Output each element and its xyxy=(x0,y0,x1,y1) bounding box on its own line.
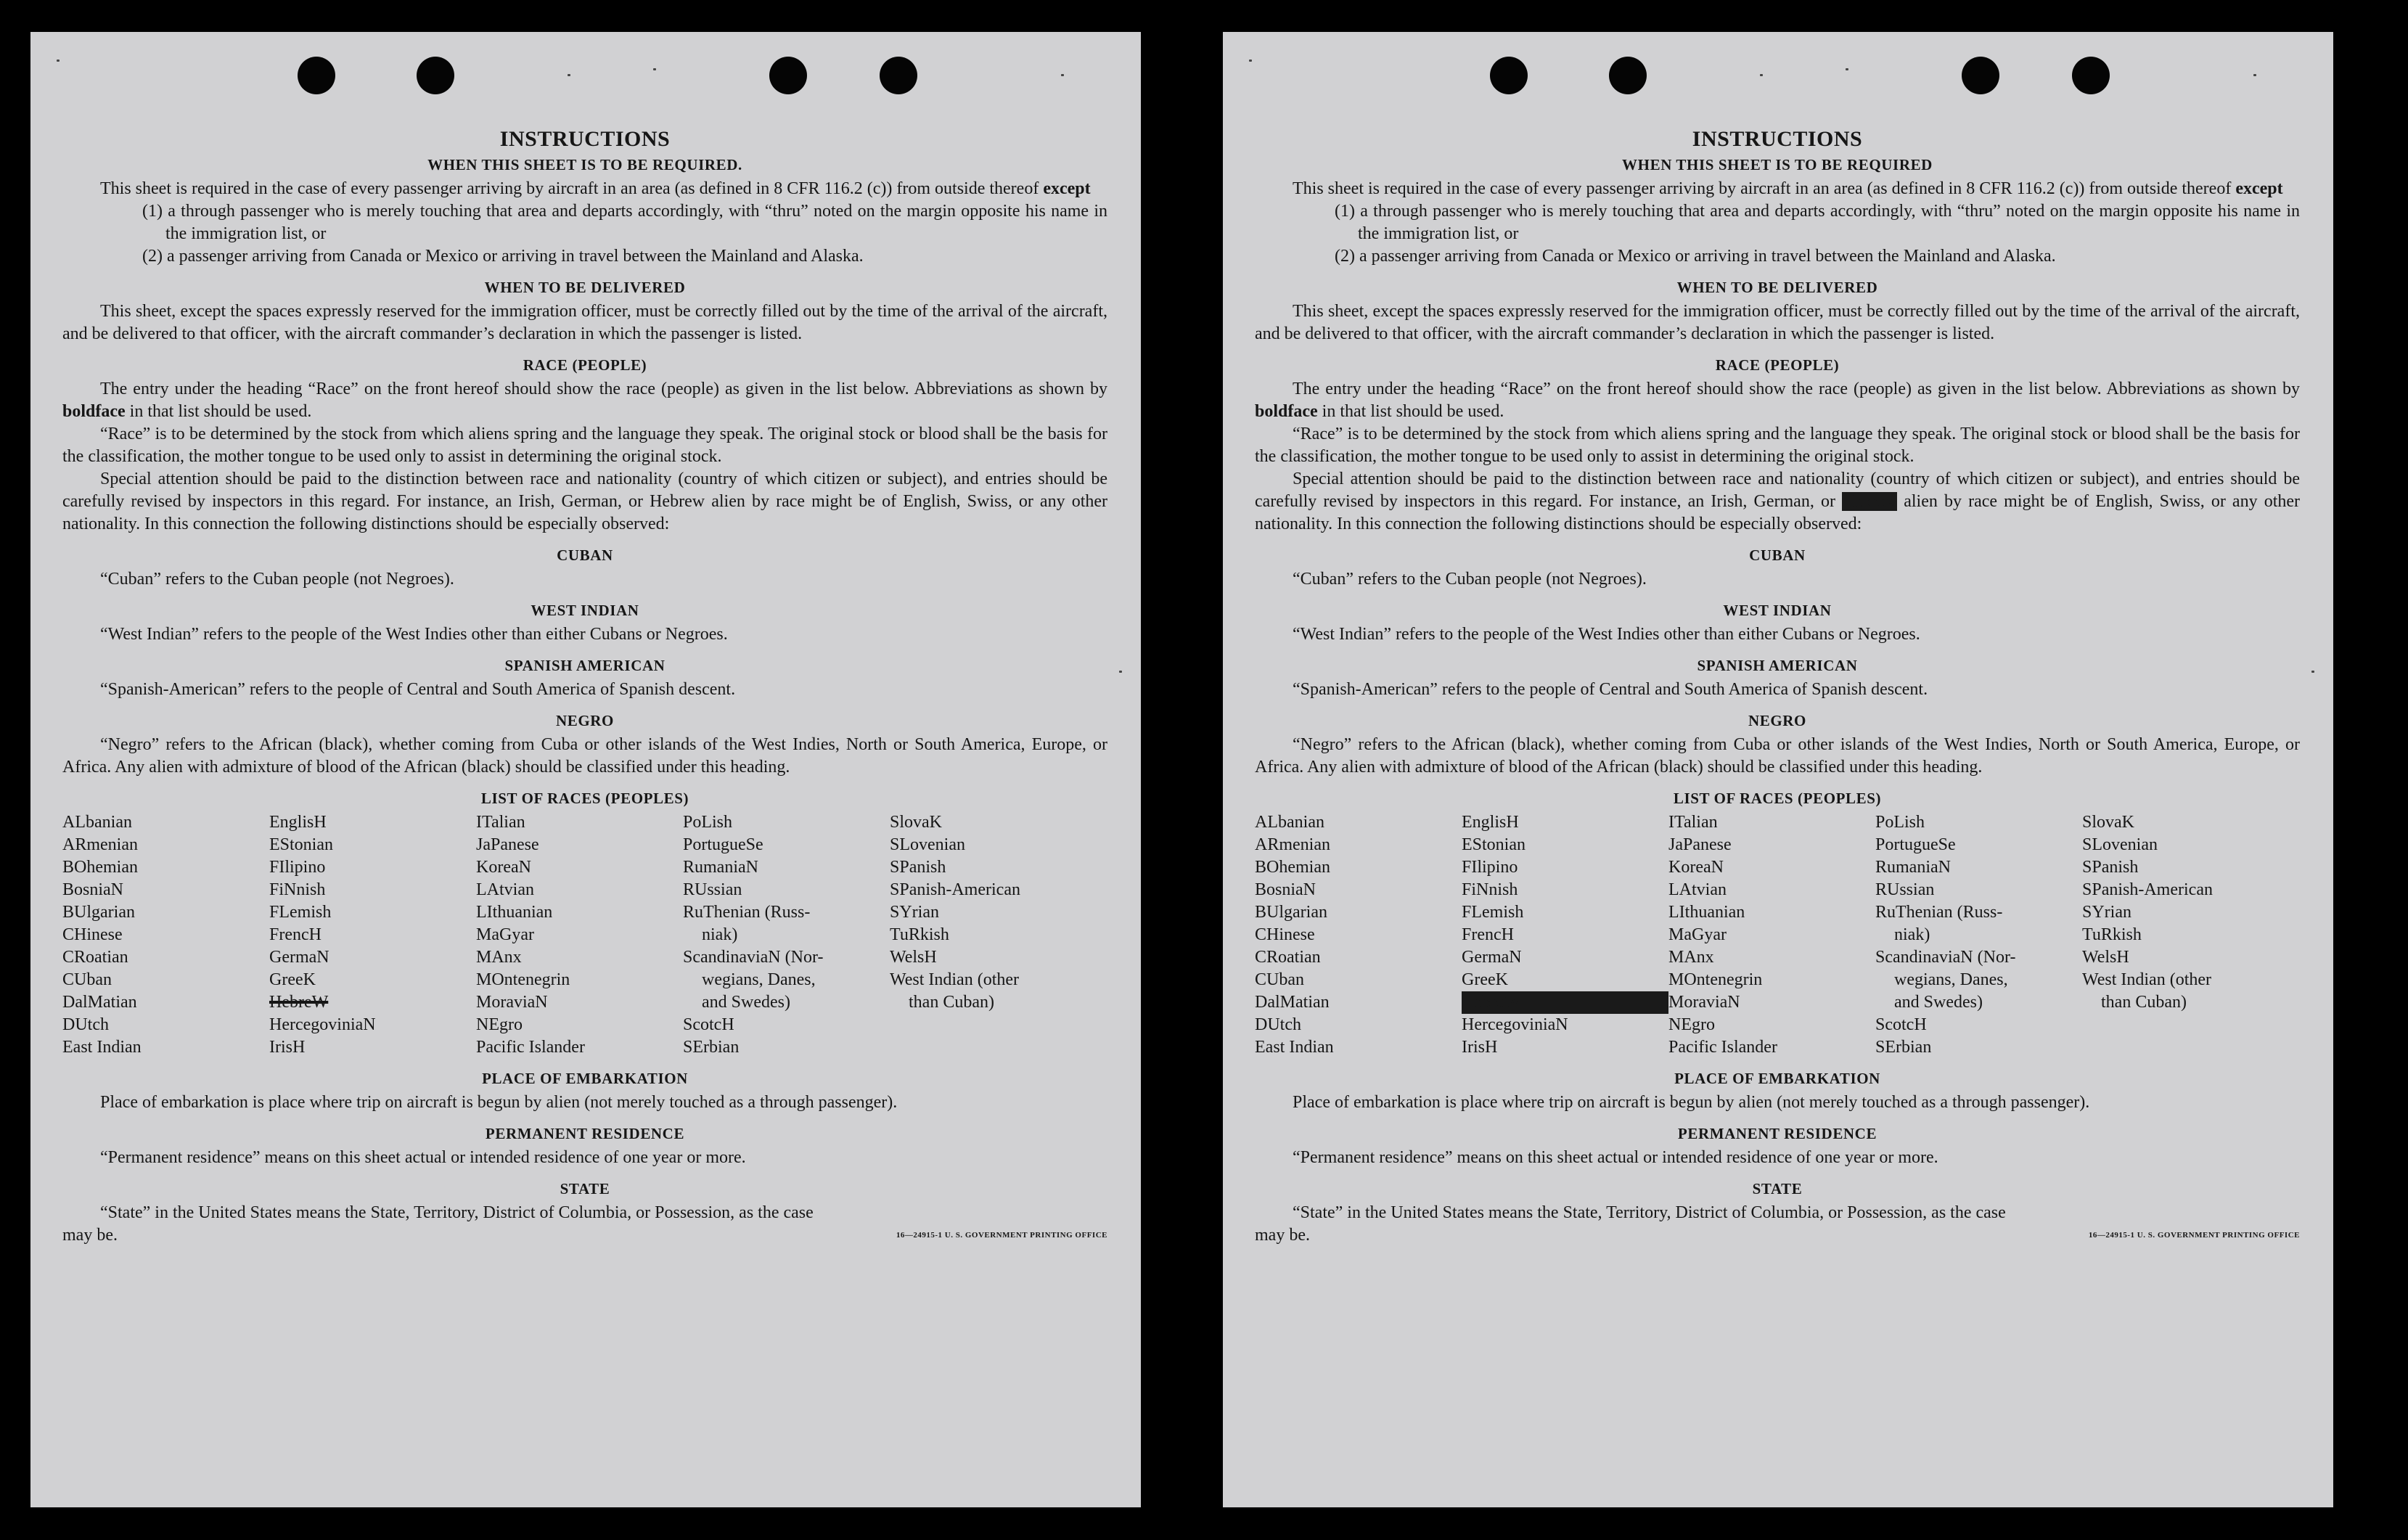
race-entry: MAnx xyxy=(1668,948,1714,967)
spanish-american-paragraph: “Spanish-American” refers to the people of Central and South America of Spanish descent. xyxy=(100,680,736,699)
race-entry: MoraviaN xyxy=(1668,993,1740,1012)
heading-embarkation: PLACE OF EMBARKATION xyxy=(482,1070,688,1087)
speck xyxy=(1760,74,1763,76)
race-column xyxy=(1668,811,1875,1059)
race-entry: EnglisH xyxy=(269,813,327,832)
delivered-paragraph: This sheet, except the spaces expressly reserved for the immigration officer, must be correctly filled out by the time of the arrival of the aircraft, and be delivered to that officer, with the aircraft commander’s declaration in which the passenger is listed. xyxy=(1255,302,2300,343)
race-entry: and Swedes) xyxy=(702,993,790,1012)
speck xyxy=(1846,68,1848,70)
printing-office-imprint: 16—24915-1 U. S. GOVERNMENT PRINTING OFFICE xyxy=(896,1231,1107,1240)
race-entry: ScandinaviaN (Nor- xyxy=(1875,948,2016,967)
race-entry: ARmenian xyxy=(62,835,138,854)
race-entry: Pacific Islander xyxy=(1668,1038,1777,1057)
state-paragraph-end xyxy=(1255,1224,2300,1247)
race-entry: FrencH xyxy=(269,925,322,944)
race-entry: NEgro xyxy=(1668,1015,1715,1034)
negro-paragraph: “Negro” refers to the African (black), whether coming from Cuba or other islands of the West Indies, North or South America, Europe, or Africa. Any alien with admixture of blood of the African (black) should be classified under this heading. xyxy=(62,735,1107,777)
race-entry: ITalian xyxy=(1668,813,1718,832)
race-entry: HebreW xyxy=(269,993,329,1012)
race-paragraph-1: The entry under the heading “Race” on the front hereof should show the race (people) as given in the list below. Abbreviations as shown by boldface in that list should be used. xyxy=(62,380,1107,421)
race-column xyxy=(1875,811,2082,1059)
race-entry: BOhemian xyxy=(62,858,138,877)
embarkation-paragraph: Place of embarkation is place where trip on aircraft is begun by alien (not merely touched as a through passenger). xyxy=(100,1093,898,1112)
race-entry: WelsH xyxy=(890,948,937,967)
race-entry: DalMatian xyxy=(1255,993,1330,1012)
race-entry: MAnx xyxy=(476,948,522,967)
race-entry: DUtch xyxy=(62,1015,109,1034)
race-entry: GreeK xyxy=(1462,970,1508,989)
race-entry: FiNnish xyxy=(269,880,326,899)
heading-west-indian: WEST INDIAN xyxy=(531,602,639,619)
race-entry: TuRkish xyxy=(890,925,949,944)
speck xyxy=(568,74,570,76)
heading-when-required: WHEN THIS SHEET IS TO BE REQUIRED xyxy=(1622,156,1933,173)
speck xyxy=(57,60,60,62)
race-entry: DalMatian xyxy=(62,993,137,1012)
race-entry: FIlipino xyxy=(1462,858,1518,877)
heading-state: STATE xyxy=(560,1180,610,1197)
race-entry: East Indian xyxy=(1255,1038,1334,1057)
race-entry: PortugueSe xyxy=(1875,835,1956,854)
race-entry: SPanish xyxy=(2082,858,2139,877)
exception-1: (1) a through passenger who is merely touching that area and departs accordingly, with “thru” noted on the margin opposite his name in the immigration list, or xyxy=(142,202,1107,243)
race-entry: LIthuanian xyxy=(476,903,553,922)
heading-negro: NEGRO xyxy=(555,712,614,729)
punch-hole xyxy=(769,57,807,94)
race-paragraph-1: The entry under the heading “Race” on the front hereof should show the race (people) as given in the list below. Abbreviations as shown by boldface in that list should be used. xyxy=(1255,380,2300,421)
heading-race: RACE (PEOPLE) xyxy=(1715,356,1840,374)
race-paragraph-2: “Race” is to be determined by the stock from which aliens spring and the language they speak. The original stock or blood shall be the basis for the classification, the mother tongue to be used only to assist in determining the original stock. xyxy=(62,425,1107,466)
requirement-paragraph: This sheet is required in the case of every passenger arriving by aircraft in an area (as defined in 8 CFR 116.2 (c)) from outside thereof except xyxy=(100,179,1091,198)
heading-permanent-residence: PERMANENT RESIDENCE xyxy=(1677,1125,1877,1142)
race-column xyxy=(269,811,476,1059)
heading-permanent-residence: PERMANENT RESIDENCE xyxy=(485,1125,685,1142)
state-paragraph-tail: may be. xyxy=(1255,1226,1310,1245)
race-entry: HercegoviniaN xyxy=(1462,1015,1568,1034)
race-column xyxy=(683,811,890,1059)
race-entry: IrisH xyxy=(269,1038,306,1057)
heading-spanish-american: SPANISH AMERICAN xyxy=(504,657,666,674)
race-entry: than Cuban) xyxy=(2101,993,2187,1012)
race-entry: ScotcH xyxy=(1875,1015,1927,1034)
west-indian-paragraph: “West Indian” refers to the people of the West Indies other than either Cubans or Negroes. xyxy=(100,625,728,644)
spanish-american-paragraph: “Spanish-American” refers to the people of Central and South America of Spanish descent. xyxy=(1293,680,1928,699)
race-entry: SlovaK xyxy=(890,813,942,832)
race-entry: PoLish xyxy=(1875,813,1925,832)
race-entry: East Indian xyxy=(62,1038,142,1057)
race-entry: KoreaN xyxy=(1668,858,1724,877)
heading-west-indian: WEST INDIAN xyxy=(1723,602,1832,619)
race-entry: RuThenian (Russ- xyxy=(683,903,811,922)
heading-list-of-races: LIST OF RACES (PEOPLES) xyxy=(1673,790,1882,807)
residence-paragraph: “Permanent residence” means on this sheet actual or intended residence of one year or more. xyxy=(1293,1148,1938,1167)
delivered-paragraph: This sheet, except the spaces expressly reserved for the immigration officer, must be correctly filled out by the time of the arrival of the aircraft, and be delivered to that officer, with the aircraft commander’s declaration in which the passenger is listed. xyxy=(62,302,1107,343)
race-entry: FLemish xyxy=(1462,903,1524,922)
race-entry: GreeK xyxy=(269,970,316,989)
punch-hole xyxy=(417,57,454,94)
race-entry: PortugueSe xyxy=(683,835,763,854)
race-paragraph-3: Special attention should be paid to the distinction between race and nationality (country of which citizen or subject), and entries should be carefully revised by inspectors in this regard. For instance, an Irish, German, or Hebrew alien by race might be of English, Swiss, or any other nationality. In this connection the following distinctions should be especially observed: xyxy=(1255,470,2301,533)
race-entry: ARmenian xyxy=(1255,835,1330,854)
race-entry: niak) xyxy=(702,925,738,944)
requirement-paragraph: This sheet is required in the case of every passenger arriving by aircraft in an area (as defined in 8 CFR 116.2 (c)) from outside thereof except xyxy=(1293,179,2283,198)
heading-when-delivered: WHEN TO BE DELIVERED xyxy=(484,279,686,296)
race-entry: RumaniaN xyxy=(683,858,758,877)
race-entry: MOntenegrin xyxy=(476,970,570,989)
heading-spanish-american: SPANISH AMERICAN xyxy=(1697,657,1858,674)
race-entry: MoraviaN xyxy=(476,993,548,1012)
race-entry: BosniaN xyxy=(1255,880,1316,899)
state-paragraph: “State” in the United States means the State, Territory, District of Columbia, or Possession, as the case xyxy=(100,1203,814,1222)
race-entry: CHinese xyxy=(62,925,123,944)
race-entry: ScotcH xyxy=(683,1015,734,1034)
race-entry: BUlgarian xyxy=(1255,903,1327,922)
state-paragraph: “State” in the United States means the State, Territory, District of Columbia, or Possession, as the case xyxy=(1293,1203,2006,1222)
race-entry: SlovaK xyxy=(2082,813,2134,832)
race-entry: SErbian xyxy=(1875,1038,1932,1057)
race-column xyxy=(476,811,683,1059)
race-entry: TuRkish xyxy=(2082,925,2142,944)
heading-cuban: CUBAN xyxy=(1749,546,1806,564)
race-entry: GermaN xyxy=(269,948,329,967)
race-entry: DUtch xyxy=(1255,1015,1301,1034)
race-entry: EStonian xyxy=(1462,835,1526,854)
race-entry: SLovenian xyxy=(2082,835,2158,854)
embarkation-paragraph: Place of embarkation is place where trip on aircraft is begun by alien (not merely touched as a through passenger). xyxy=(1293,1093,2090,1112)
race-entry: MOntenegrin xyxy=(1668,970,1763,989)
race-entry: BOhemian xyxy=(1255,858,1330,877)
race-entry: SLovenian xyxy=(890,835,965,854)
race-entry: than Cuban) xyxy=(909,993,994,1012)
race-entry: PoLish xyxy=(683,813,733,832)
exception-2: (2) a passenger arriving from Canada or Mexico or arriving in travel between the Mainland and Alaska. xyxy=(1335,247,2056,266)
heading-negro: NEGRO xyxy=(1748,712,1806,729)
speck xyxy=(1061,74,1064,76)
heading-state: STATE xyxy=(1752,1180,1803,1197)
race-entry: IrisH xyxy=(1462,1038,1498,1057)
race-entry: CRoatian xyxy=(1255,948,1321,967)
cuban-paragraph: “Cuban” refers to the Cuban people (not Negroes). xyxy=(1293,570,1647,589)
punch-hole xyxy=(1490,57,1528,94)
race-entry: RumaniaN xyxy=(1875,858,1951,877)
race-entry: EnglisH xyxy=(1462,813,1519,832)
state-paragraph-tail: may be. xyxy=(62,1226,118,1245)
residence-paragraph: “Permanent residence” means on this sheet actual or intended residence of one year or more. xyxy=(100,1148,746,1167)
speck xyxy=(2311,671,2314,673)
race-entry: HercegoviniaN xyxy=(269,1015,376,1034)
race-entry: FrencH xyxy=(1462,925,1514,944)
race-entry: JaPanese xyxy=(476,835,539,854)
heading-cuban: CUBAN xyxy=(557,546,613,564)
document-title: INSTRUCTIONS xyxy=(499,127,671,151)
race-entry: LAtvian xyxy=(476,880,534,899)
race-entry: CHinese xyxy=(1255,925,1315,944)
heading-list-of-races: LIST OF RACES (PEOPLES) xyxy=(480,790,689,807)
race-entry: SPanish xyxy=(890,858,946,877)
punch-hole xyxy=(1962,57,1999,94)
race-column xyxy=(890,811,1107,1059)
race-entry: FIlipino xyxy=(269,858,326,877)
race-entry: SPanish-American xyxy=(2082,880,2213,899)
race-list xyxy=(62,811,1107,1059)
race-column xyxy=(62,811,269,1059)
race-entry: SYrian xyxy=(890,903,939,922)
race-entry: ALbanian xyxy=(1255,813,1324,832)
speck xyxy=(2253,74,2256,76)
exception-2: (2) a passenger arriving from Canada or Mexico or arriving in travel between the Mainland and Alaska. xyxy=(142,247,864,266)
race-entry: RUssian xyxy=(1875,880,1935,899)
race-entry: West Indian (other xyxy=(2082,970,2212,989)
exception-1: (1) a through passenger who is merely touching that area and departs accordingly, with “thru” noted on the margin opposite his name in the immigration list, or xyxy=(1335,202,2300,243)
hebrew-word: Hebrew xyxy=(650,492,705,511)
race-entry: West Indian (other xyxy=(890,970,1020,989)
race-entry: HebreW xyxy=(1462,991,1668,1014)
printing-office-imprint: 16—24915-1 U. S. GOVERNMENT PRINTING OFFICE xyxy=(2088,1231,2300,1240)
document-title: INSTRUCTIONS xyxy=(1692,127,1863,151)
heading-embarkation: PLACE OF EMBARKATION xyxy=(1674,1070,1880,1087)
race-entry: ScandinaviaN (Nor- xyxy=(683,948,824,967)
heading-when-required: WHEN THIS SHEET IS TO BE REQUIRED. xyxy=(427,156,742,173)
race-entry: LIthuanian xyxy=(1668,903,1745,922)
speck xyxy=(653,68,656,70)
race-entry: CRoatian xyxy=(62,948,128,967)
cuban-paragraph: “Cuban” refers to the Cuban people (not Negroes). xyxy=(100,570,454,589)
race-entry: Pacific Islander xyxy=(476,1038,585,1057)
state-paragraph-end xyxy=(62,1224,1107,1247)
race-entry: FiNnish xyxy=(1462,880,1518,899)
race-paragraph-2: “Race” is to be determined by the stock from which aliens spring and the language they speak. The original stock or blood shall be the basis for the classification, the mother tongue to be used only to assist in determining the original stock. xyxy=(1255,425,2300,466)
race-entry: SErbian xyxy=(683,1038,740,1057)
race-entry: MaGyar xyxy=(1668,925,1727,944)
race-entry: RuThenian (Russ- xyxy=(1875,903,2003,922)
race-entry: SYrian xyxy=(2082,903,2131,922)
instructions-text xyxy=(62,126,1107,1247)
negro-paragraph: “Negro” refers to the African (black), whether coming from Cuba or other islands of the West Indies, North or South America, Europe, or Africa. Any alien with admixture of blood of the African (black) should be classified under this heading. xyxy=(1255,735,2300,777)
race-entry: BUlgarian xyxy=(62,903,135,922)
punch-hole xyxy=(880,57,917,94)
punch-hole xyxy=(1609,57,1647,94)
race-entry: MaGyar xyxy=(476,925,534,944)
race-entry: niak) xyxy=(1894,925,1930,944)
race-entry: ITalian xyxy=(476,813,525,832)
race-list xyxy=(1255,811,2300,1059)
race-paragraph-3: Special attention should be paid to the distinction between race and nationality (country of which citizen or subject), and entries should be carefully revised by inspectors in this regard. For instance, an Irish, German, or Hebrew alien by race might be of English, Swiss, or any other nationality. In this connection the following distinctions should be especially observed: xyxy=(62,470,1108,533)
race-entry: FLemish xyxy=(269,903,332,922)
instructions-text xyxy=(1255,126,2300,1247)
race-entry: wegians, Danes, xyxy=(702,970,816,989)
race-entry: ALbanian xyxy=(62,813,132,832)
heading-race: RACE (PEOPLE) xyxy=(523,356,647,374)
race-entry: and Swedes) xyxy=(1894,993,1983,1012)
race-entry: CUban xyxy=(62,970,112,989)
race-entry: RUssian xyxy=(683,880,742,899)
race-entry: WelsH xyxy=(2082,948,2129,967)
race-entry: CUban xyxy=(1255,970,1304,989)
race-entry: GermaN xyxy=(1462,948,1522,967)
race-column xyxy=(1255,811,1462,1059)
hebrew-word: Hebrew xyxy=(1842,492,1898,511)
race-entry: EStonian xyxy=(269,835,333,854)
punch-hole xyxy=(298,57,335,94)
race-entry: BosniaN xyxy=(62,880,123,899)
race-column xyxy=(2082,811,2300,1059)
speck xyxy=(1119,671,1122,673)
west-indian-paragraph: “West Indian” refers to the people of the West Indies other than either Cubans or Negroes. xyxy=(1293,625,1920,644)
race-entry: NEgro xyxy=(476,1015,523,1034)
race-entry: JaPanese xyxy=(1668,835,1732,854)
document-page-right xyxy=(1223,32,2333,1507)
race-entry: wegians, Danes, xyxy=(1894,970,2008,989)
punch-hole xyxy=(2072,57,2110,94)
heading-when-delivered: WHEN TO BE DELIVERED xyxy=(1676,279,1878,296)
race-column xyxy=(1462,811,1668,1059)
race-entry: KoreaN xyxy=(476,858,531,877)
race-entry: SPanish-American xyxy=(890,880,1020,899)
document-page-left xyxy=(30,32,1141,1507)
speck xyxy=(1249,60,1252,62)
race-entry: LAtvian xyxy=(1668,880,1727,899)
